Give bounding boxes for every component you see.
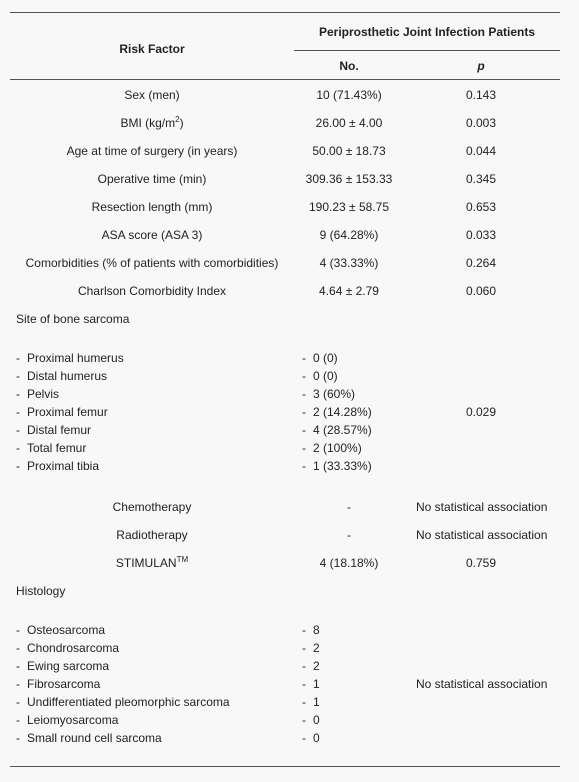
row-factor: Operative time (min) xyxy=(97,172,207,186)
row-factor: Resection length (mm) xyxy=(91,200,213,214)
row-factor: Radiotherapy xyxy=(116,528,188,542)
list-item-no: - 4 (28.57%) xyxy=(302,423,372,437)
list-item: - Chondrosarcoma xyxy=(16,641,120,655)
list-item-no: - 2 xyxy=(302,641,320,655)
row-no: 4 (18.18%) xyxy=(319,556,379,570)
row-no: 9 (64.28%) xyxy=(319,228,379,242)
list-item-no: - 0 (0) xyxy=(302,351,338,365)
list-item-no: - 1 xyxy=(302,695,320,709)
section-title-site: Site of bone sarcoma xyxy=(16,312,130,326)
bottom-rule xyxy=(10,766,560,767)
row-p: 0.060 xyxy=(465,284,497,298)
histology-p: No statistical association xyxy=(416,677,548,691)
list-item: - Proximal femur xyxy=(16,405,108,419)
row-no: 26.00 ± 4.00 xyxy=(315,116,383,130)
row-no: - xyxy=(347,500,351,514)
list-item: - Distal femur xyxy=(16,423,92,437)
site-p: 0.029 xyxy=(465,405,497,419)
row-factor: STIMULAN™ xyxy=(115,555,189,570)
row-factor: Charlson Comorbidity Index xyxy=(77,284,227,298)
list-item: - Fibrosarcoma xyxy=(16,677,101,691)
row-p: 0.044 xyxy=(465,144,497,158)
row-factor: Age at time of surgery (in years) xyxy=(66,144,238,158)
row-p: No statistical association xyxy=(416,500,548,514)
group-rule xyxy=(294,50,560,51)
list-item: - Osteosarcoma xyxy=(16,623,106,637)
row-factor: Comorbidities (% of patients with comorbidities) xyxy=(25,256,279,270)
header-risk-factor: Risk Factor xyxy=(119,42,185,56)
top-rule xyxy=(10,12,560,13)
row-p: 0.143 xyxy=(465,88,497,102)
list-item-no: - 3 (60%) xyxy=(302,387,356,401)
row-no: - xyxy=(347,528,351,542)
header-group: Periprosthetic Joint Infection Patients xyxy=(318,25,536,39)
list-item-no: - 2 xyxy=(302,659,320,673)
row-no: 4.64 ± 2.79 xyxy=(319,284,379,298)
list-item-no: - 8 xyxy=(302,623,320,637)
row-p: 0.345 xyxy=(465,172,497,186)
row-no: 4 (33.33%) xyxy=(319,256,379,270)
list-item-no: - 2 (14.28%) xyxy=(302,405,372,419)
row-factor: BMI $(kg/m^2)$ xyxy=(120,115,184,130)
list-item: - Proximal humerus xyxy=(16,351,124,365)
row-factor: Chemotherapy xyxy=(112,500,192,514)
list-item: - Leiomyosarcoma xyxy=(16,713,119,727)
list-item-no: - 0 xyxy=(302,731,320,745)
row-p: 0.003 xyxy=(465,116,497,130)
row-p: 0.759 xyxy=(465,556,497,570)
row-no: 309.36 ± 153.33 xyxy=(305,172,393,186)
list-item-no: - 2 (100%) xyxy=(302,441,362,455)
header-no: No. xyxy=(339,59,359,73)
list-item: - Proximal tibia xyxy=(16,459,100,473)
row-factor: ASA score (ASA 3) xyxy=(101,228,203,242)
row-no: 50.00 ± 18.73 xyxy=(312,144,386,158)
list-item-no: - 0 xyxy=(302,713,320,727)
list-item: - Distal humerus xyxy=(16,369,108,383)
list-item-no: - 1 xyxy=(302,677,320,691)
section-title-histology: Histology xyxy=(16,584,66,598)
list-item-no: - 0 (0) xyxy=(302,369,338,383)
list-item-no: - 1 (33.33%) xyxy=(302,459,372,473)
row-p: No statistical association xyxy=(416,528,548,542)
row-p: 0.653 xyxy=(465,200,497,214)
list-item: - Ewing sarcoma xyxy=(16,659,110,673)
row-p: 0.033 xyxy=(465,228,497,242)
row-p: 0.264 xyxy=(465,256,497,270)
header-p: p xyxy=(477,59,485,73)
list-item: - Total femur xyxy=(16,441,87,455)
list-item: - Undifferentiated pleomorphic sarcoma xyxy=(16,695,230,709)
row-factor: Sex (men) xyxy=(124,88,180,102)
row-no: 10 (71.43%) xyxy=(316,88,382,102)
list-item: - Small round cell sarcoma xyxy=(16,731,162,745)
header-rule xyxy=(10,79,560,80)
list-item: - Pelvis xyxy=(16,387,60,401)
row-no: 190.23 ± 58.75 xyxy=(309,200,389,214)
